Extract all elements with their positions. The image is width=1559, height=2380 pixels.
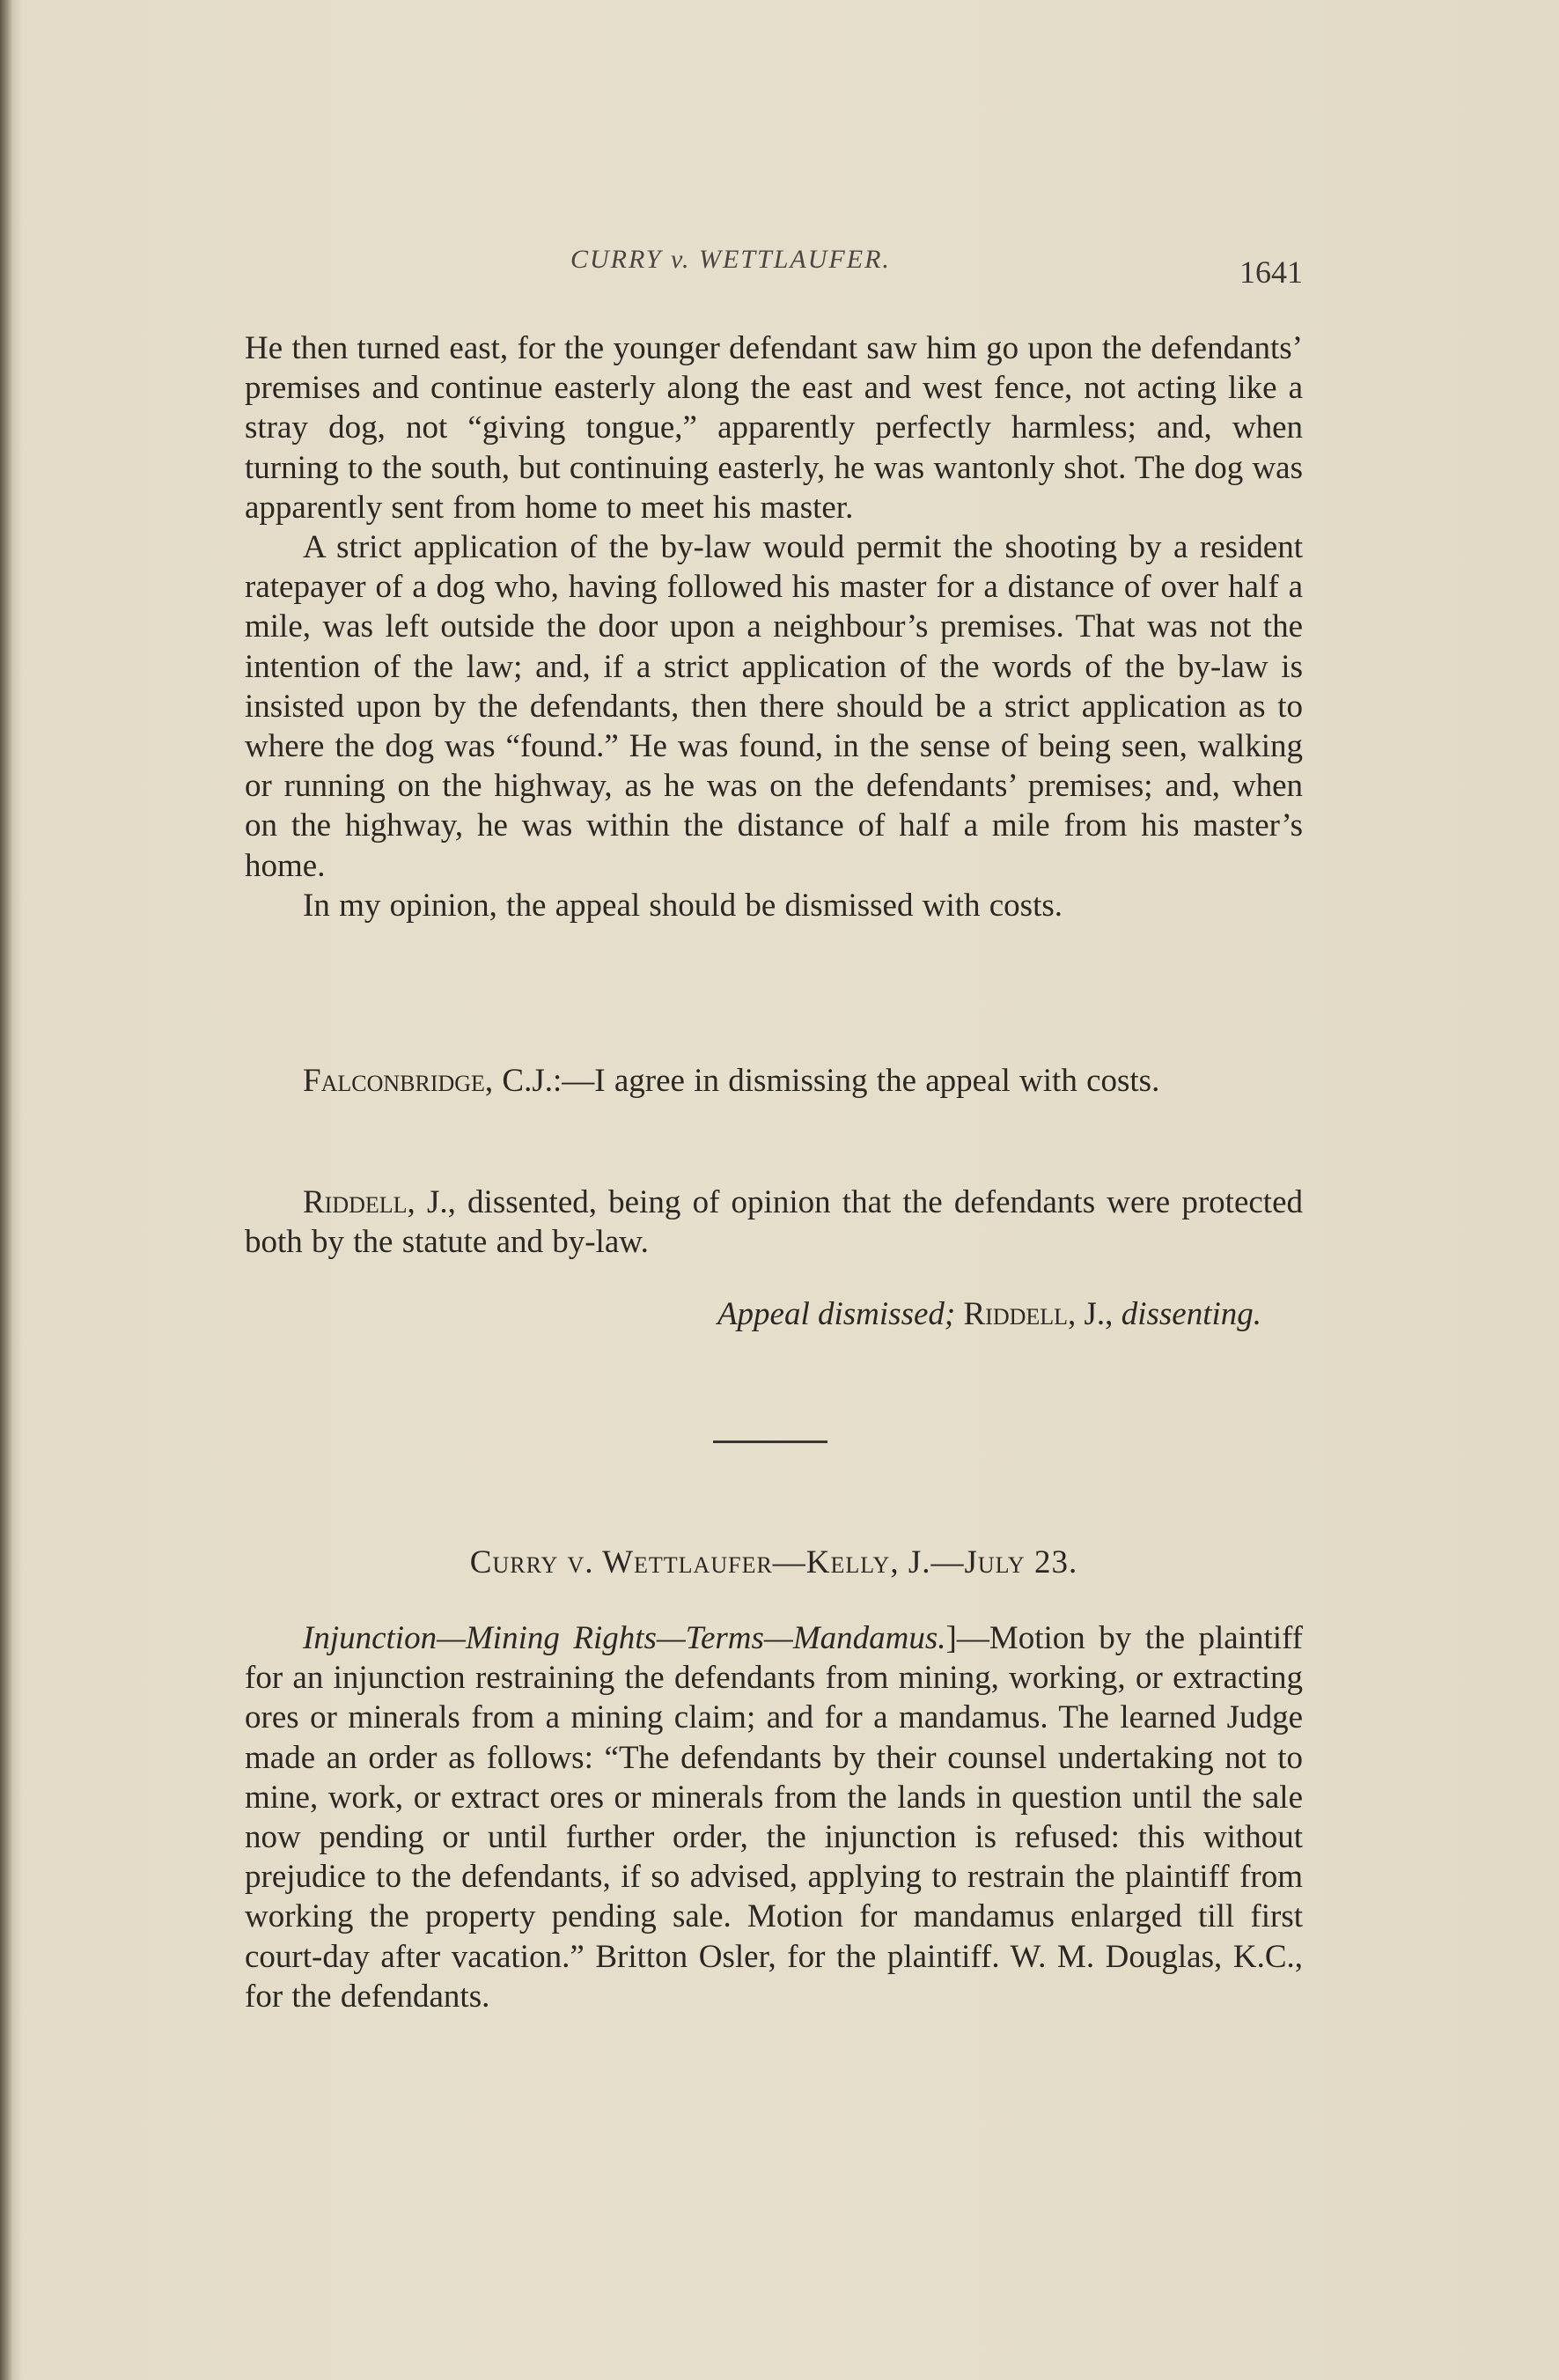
page-number: 1641 <box>1239 254 1303 290</box>
paragraph-dog-turned-east: He then turned east, for the younger defendant saw him go upon the defendants’ premises and continue easterly along the east and west fence, not acting like a stray dog, not “giving tongue,” apparently perfectly harmless; and, when turning to the south, but continuing easterly, he was wantonly shot. The dog was apparently sent from home to meet his master. <box>245 330 1303 526</box>
running-head-title: CURRY v. WETTLAUFER. <box>570 245 891 274</box>
headnote-paragraph <box>245 1618 1303 2016</box>
paragraph-opinion: In my opinion, the appeal should be dismissed with costs. <box>303 887 1063 924</box>
riddell-text: , J., dissented, being of opinion that the defendants were protected both by the statute and by-law. <box>245 1184 1303 1261</box>
running-head <box>245 239 1303 292</box>
book-spine-shadow <box>0 0 12 2380</box>
judge-name-riddell: Riddell <box>303 1184 408 1220</box>
headnote-text: ]—Motion by the plaintiff for an injunction restraining the defendants from mining, working, or extracting ores or minerals from a mining claim; and for a mandamus. The learned Judge made an order as follows: “The defendants by their counsel undertaking not to mine, work, or extract ores or minerals from the lands in question until the sale now pending or until further order, the injunction is refused: this without prejudice to the defendants, if so advised, applying to restrain the plaintiff from working the property pending sale. Motion for mandamus enlarged till first court-day after vacation.” Britton Osler, for the plaintiff. W. M. Douglas, K.C., for the defendants. <box>245 1620 1303 2015</box>
riddell-paragraph <box>245 1183 1303 1262</box>
case-heading: Curry v. Wettlaufer—Kelly, J.—July 23. <box>469 1544 1078 1581</box>
falconbridge-paragraph <box>245 1061 1303 1101</box>
headnote <box>245 1618 1303 2016</box>
judgment-continuation <box>245 328 1303 925</box>
case-result <box>245 1294 1261 1334</box>
paragraph-strict-application: A strict application of the by-law would permit the shooting by a resident ratepayer of a dog who, having followed his master for a distance of over half a mile, was left outside the door upon a neighbour’s premises. That was not the intention of the law; and, if a strict application of the words of the by-law is insisted upon by the defendants, then there should be a strict application as to where the dog was “found.” He was found, in the sense of being seen, walking or running on the highway, as he was on the defendants’ premises; and, when on the highway, he was within the distance of half a mile from his master’s home. <box>245 529 1303 884</box>
result-prefix: Appeal dismissed; <box>717 1296 956 1332</box>
falconbridge-text: —I agree in dismissing the appeal with costs. <box>562 1063 1160 1099</box>
result-judge-name: Riddell <box>963 1296 1069 1332</box>
headnote-catchwords: Injunction—Mining Rights—Terms—Mandamus. <box>303 1620 946 1656</box>
result-judge-suffix: , J., <box>1068 1296 1114 1332</box>
judge-title-falconbridge: , C.J.: <box>484 1063 563 1099</box>
judge-name-falconbridge: Falconbridge <box>303 1063 485 1099</box>
riddell-dissent <box>245 1183 1303 1262</box>
result-suffix: dissenting. <box>1121 1296 1261 1332</box>
falconbridge-opinion <box>245 1061 1303 1101</box>
section-divider-rule <box>713 1441 827 1443</box>
